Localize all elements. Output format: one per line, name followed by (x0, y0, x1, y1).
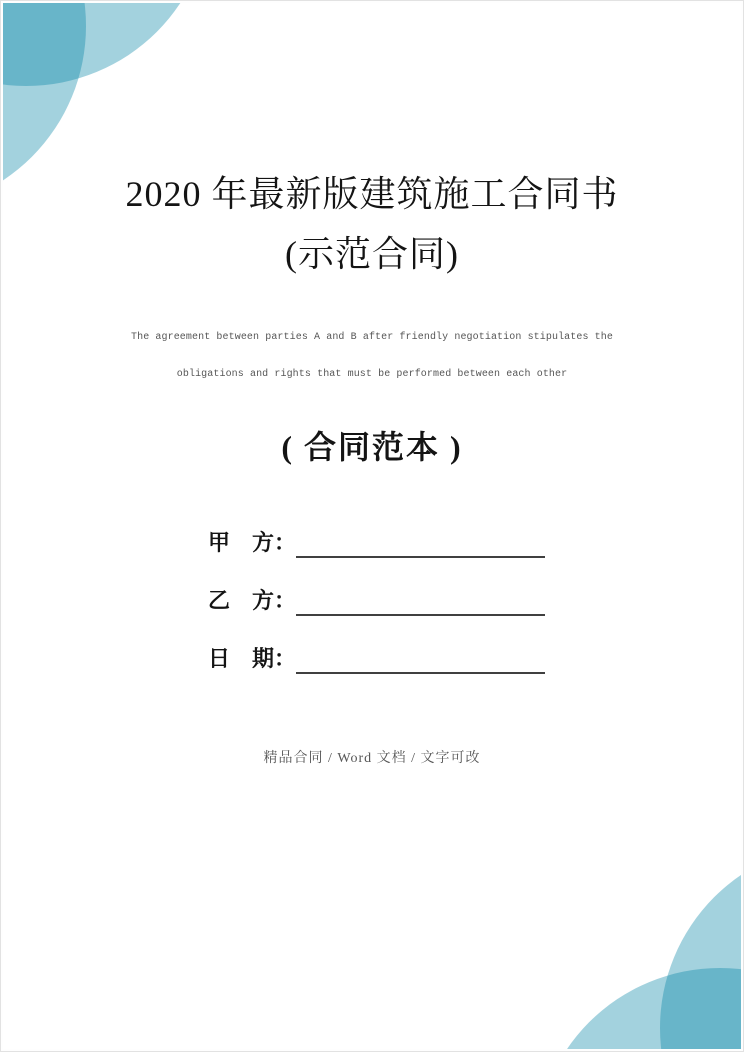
subtitle-english-line1: The agreement between parties A and B after friendly negotiation stipulates the (131, 332, 613, 343)
party-a-field (208, 528, 545, 558)
signature-form (208, 528, 545, 702)
party-a-blank-line (296, 529, 545, 558)
subtitle-english-line2: obligations and rights that must be performed between each other (176, 369, 568, 380)
document-title-line1: 2020 年最新版建筑施工合同书 (125, 174, 619, 214)
party-b-blank-line (296, 587, 545, 616)
footer-text: 精品合同 / Word 文档 / 文字可改 (263, 751, 481, 766)
date-blank-line (296, 645, 545, 674)
party-b-field (208, 586, 545, 616)
party-a-label: 甲 方： (208, 530, 297, 555)
corner-decoration-bottom-right-circle-2 (660, 843, 744, 1052)
document-title-line2: (示范合同) (285, 234, 459, 274)
date-label: 日 期： (208, 646, 297, 671)
template-label: ( 合同范本 ) (281, 429, 463, 465)
party-b-label: 乙 方： (208, 588, 297, 613)
date-field (208, 644, 545, 674)
